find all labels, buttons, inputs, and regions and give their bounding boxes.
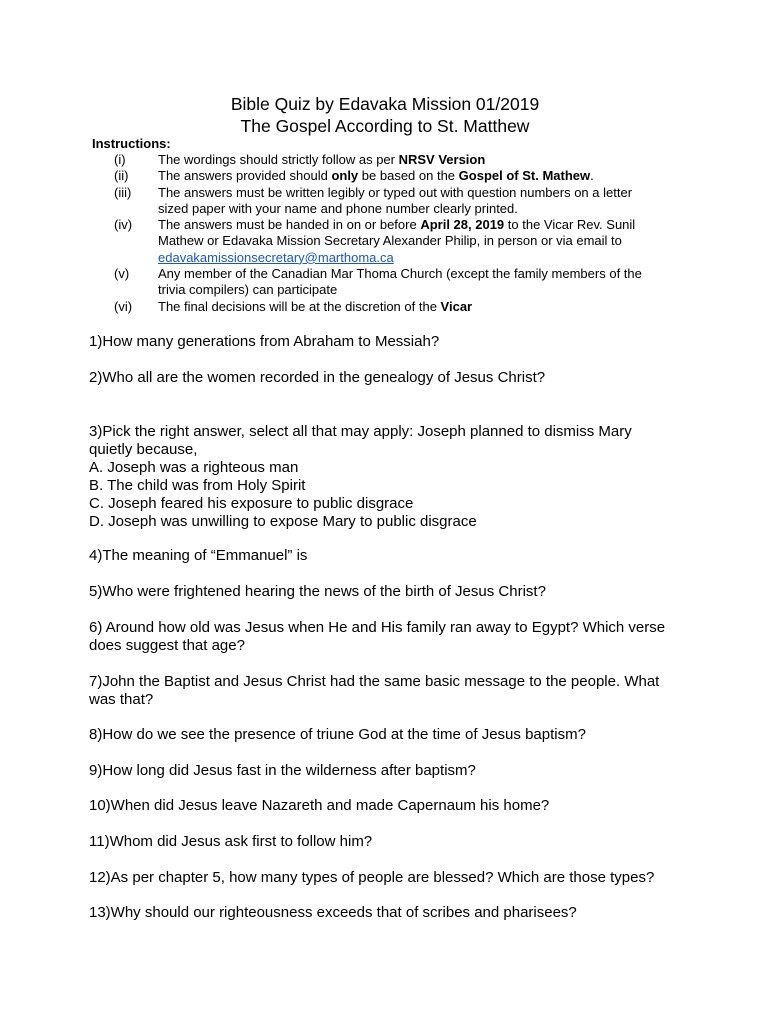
question-3-option-a: A. Joseph was a righteous man	[89, 459, 299, 476]
question-4: 4)The meaning of “Emmanuel” is	[89, 547, 308, 564]
instructions-list	[92, 152, 692, 315]
question-3-option-c: C. Joseph feared his exposure to public disgrace	[89, 495, 414, 512]
question-3-text: 3)Pick the right answer, select all that may apply: Joseph planned to dismiss Mary	[89, 423, 632, 440]
question-3-option-b: B. The child was from Holy Spirit	[89, 477, 306, 494]
question-3	[89, 423, 689, 531]
question-10: 10)When did Jesus leave Nazareth and made Capernaum his home?	[89, 797, 550, 814]
question-9: 9)How long did Jesus fast in the wilderness after baptism?	[89, 762, 476, 779]
instruction-item	[92, 217, 692, 266]
instruction-text: The wordings should strictly follow as per NRSV Version	[158, 152, 486, 167]
instruction-text: The final decisions will be at the discretion of the Vicar	[158, 298, 473, 314]
instruction-number: (ii)	[114, 168, 129, 184]
instruction-text: Any member of the Canadian Mar Thoma Church (except the family members of the trivia compilers) can participate	[158, 266, 642, 298]
question-7	[89, 673, 689, 709]
question-11: 11)Whom did Jesus ask first to follow him?	[89, 833, 373, 850]
instruction-text: The answers must be handed in on or before April 28, 2019 to the Vicar Rev. Sunil Mathew or Edavaka Mission Secretary Alexander Philip, in person or via email to edavakamissionsecretary@marthoma.ca	[158, 217, 636, 265]
question-8: 8)How do we see the presence of triune God at the time of Jesus baptism?	[89, 726, 586, 743]
question-3-option-d: D. Joseph was unwilling to expose Mary to public disgrace	[89, 513, 477, 530]
instruction-number: (v)	[114, 266, 130, 282]
question-1: 1)How many generations from Abraham to Messiah?	[89, 333, 440, 350]
question-2: 2)Who all are the women recorded in the genealogy of Jesus Christ?	[89, 369, 546, 386]
instruction-number: (i)	[114, 152, 126, 167]
question-12: 12)As per chapter 5, how many types of people are blessed? Which are those types?	[89, 869, 655, 886]
instruction-number: (iv)	[114, 217, 133, 233]
question-7-text: 7)John the Baptist and Jesus Christ had the same basic message to the people. What	[89, 673, 660, 690]
question-6	[89, 619, 689, 655]
question-5: 5)Who were frightened hearing the news of the birth of Jesus Christ?	[89, 583, 546, 600]
instruction-text: The answers provided should only be based on the Gospel of St. Mathew.	[158, 168, 594, 184]
question-13: 13)Why should our righteousness exceeds that of scribes and pharisees?	[89, 904, 577, 921]
instruction-item	[92, 185, 692, 218]
question-7-text-cont: was that?	[89, 691, 154, 708]
instruction-item	[92, 299, 692, 315]
instruction-text: The answers must be written legibly or typed out with question numbers on a letter sized paper with your name and phone number clearly printed.	[158, 184, 633, 216]
instruction-number: (vi)	[114, 298, 133, 314]
question-6-text: 6) Around how old was Jesus when He and His family ran away to Egypt? Which verse	[89, 619, 666, 636]
email-link[interactable]: edavakamissionsecretary@marthoma.ca	[158, 249, 394, 265]
instruction-number: (iii)	[114, 184, 132, 200]
instruction-item	[92, 152, 692, 168]
instruction-item	[92, 168, 692, 184]
instruction-item	[92, 266, 692, 299]
instructions-heading: Instructions:	[92, 136, 171, 151]
question-6-text-cont: does suggest that age?	[89, 637, 245, 654]
question-3-text-cont: quietly because,	[89, 441, 198, 458]
document-subtitle: The Gospel According to St. Matthew	[240, 116, 530, 136]
document-title: Bible Quiz by Edavaka Mission 01/2019	[230, 94, 540, 114]
